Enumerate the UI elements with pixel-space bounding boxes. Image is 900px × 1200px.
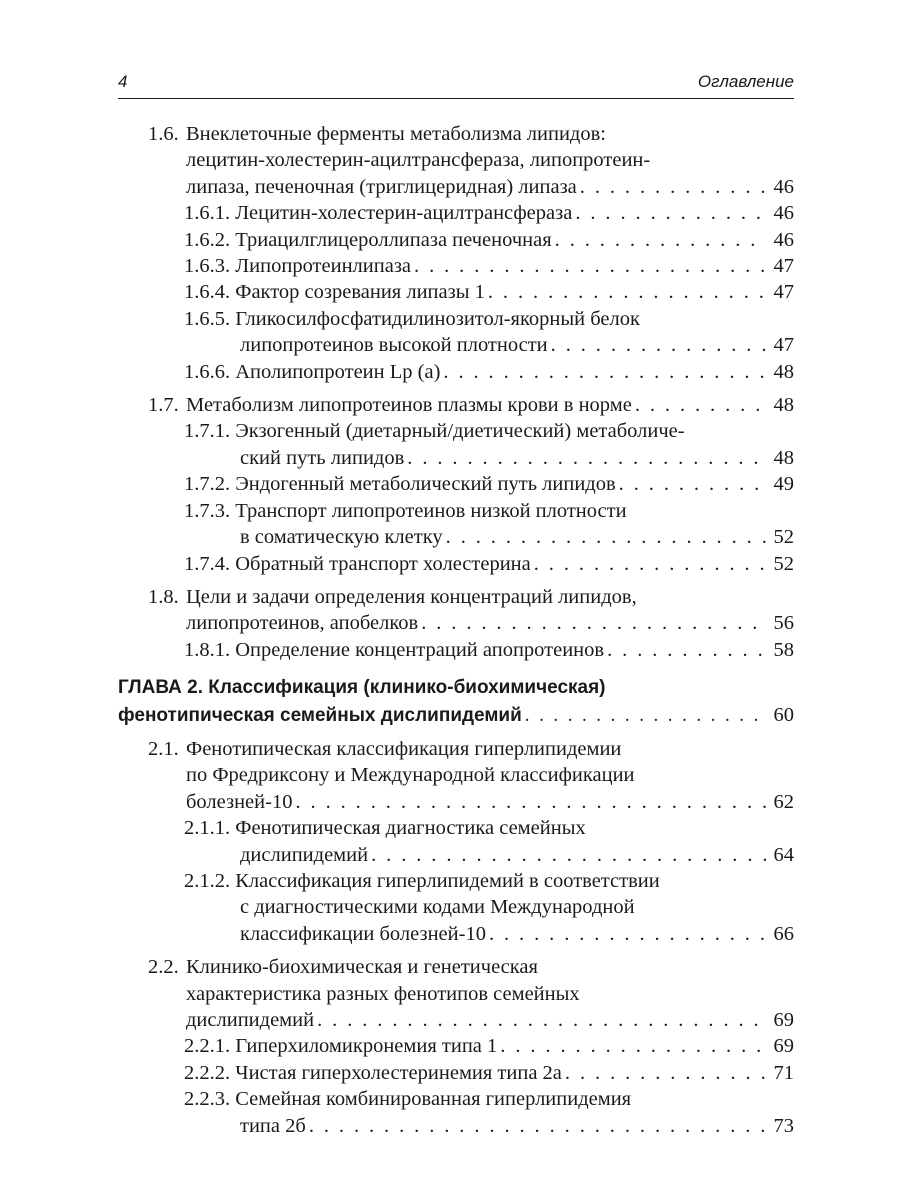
toc-entry	[184, 498, 794, 551]
toc-entry-line	[184, 359, 794, 385]
toc-page-number: 52	[773, 526, 794, 549]
dot-leader	[575, 200, 765, 226]
toc-entry-line	[186, 610, 794, 636]
toc-entry-line	[184, 524, 794, 550]
toc-entry-number: 2.1.	[148, 737, 179, 760]
toc-entry-line	[186, 736, 794, 762]
toc-entry-text: Аполипопротеин Lp (a)	[235, 360, 441, 383]
toc-entry-text: Обратный транспорт холестерина	[235, 552, 531, 575]
toc-page-number: 46	[773, 175, 794, 198]
toc-entry-line	[184, 1113, 794, 1139]
toc-entry-text: ский путь липидов	[240, 446, 405, 469]
toc-entry-line	[184, 551, 794, 577]
dot-leader	[317, 1007, 765, 1033]
toc-entry-number: 1.7.2.	[184, 473, 231, 496]
toc-page-number: 64	[773, 843, 794, 866]
toc-page-number: 52	[773, 552, 794, 575]
toc-page-number: 47	[773, 255, 794, 278]
toc-entry-text: Фенотипическая классификация гиперлипидемии	[186, 737, 622, 760]
dot-leader	[446, 524, 766, 550]
toc-entry-number: 2.1.2.	[184, 869, 231, 892]
toc-entry-number: 1.6.3.	[184, 255, 231, 278]
toc-entry	[184, 551, 794, 577]
toc-entry-number: 1.7.3.	[184, 499, 231, 522]
toc-entry-line	[184, 332, 794, 358]
toc-entry-line	[184, 1060, 794, 1086]
toc-chapter-entry	[118, 675, 794, 729]
toc-entry-line	[184, 471, 794, 497]
toc-entry-text: классификации болезней-10	[240, 922, 486, 945]
toc-page-number: 62	[773, 790, 794, 813]
toc-entry-text: Фактор созревания липазы 1	[235, 281, 485, 304]
toc-entry-text: Внеклеточные ферменты метаболизма липидов:	[186, 123, 606, 145]
toc-entry-number: 1.7.1.	[184, 420, 231, 443]
toc-entry-line	[184, 445, 794, 471]
toc-entry-line	[186, 1007, 794, 1033]
toc-page-number: 69	[773, 1009, 794, 1031]
toc-page-number: 46	[773, 202, 794, 225]
table-of-contents	[0, 121, 900, 1139]
toc-entry-text: Чистая гиперхолестеринемия типа 2а	[235, 1061, 562, 1084]
toc-entry-number: 2.2.2.	[184, 1061, 231, 1084]
toc-entry-number: 2.1.1.	[184, 817, 231, 840]
toc-page-number: 49	[773, 473, 794, 496]
toc-entry	[184, 1060, 794, 1086]
toc-entry-line	[184, 279, 794, 305]
dot-leader	[555, 227, 766, 253]
toc-entry-number: 1.6.4.	[184, 281, 231, 304]
toc-entry-line	[186, 584, 794, 610]
toc-entry	[148, 736, 794, 815]
toc-page-number: 47	[773, 334, 794, 357]
dot-leader	[421, 610, 765, 636]
toc-entry-text: Цели и задачи определения концентраций липидов,	[186, 585, 637, 608]
toc-page-number: 48	[773, 360, 794, 383]
dot-leader	[489, 921, 766, 947]
dot-leader	[443, 359, 765, 385]
toc-entry-text: Метаболизм липопротеинов плазмы крови в норме	[186, 394, 632, 417]
toc-entry-line	[118, 675, 794, 701]
toc-entry	[148, 121, 794, 200]
toc-page-number: 48	[773, 394, 794, 417]
toc-entry-line	[184, 921, 794, 947]
toc-entry-line	[186, 954, 794, 980]
toc-entry-text: Гиперхиломикронемия типа 1	[235, 1035, 498, 1058]
toc-entry	[184, 253, 794, 279]
dot-leader	[534, 551, 766, 577]
toc-entry-text: липаза, печеночная (триглицеридная) липаза	[186, 175, 577, 198]
dot-leader	[619, 471, 766, 497]
toc-entry-line	[186, 981, 794, 1007]
section-title: Оглавление	[697, 72, 794, 91]
toc-entry	[184, 637, 794, 663]
toc-entry-text: дислипидемий	[186, 1009, 315, 1031]
toc-entry-text: Лецитин-холестерин-ацилтрансфераза	[235, 202, 573, 225]
toc-entry	[184, 418, 794, 471]
toc-entry-text: липопротеинов, апобелков	[186, 612, 419, 635]
dot-leader	[525, 703, 766, 729]
toc-entry-number: 1.8.1.	[184, 638, 231, 661]
toc-entry	[184, 227, 794, 253]
toc-entry	[184, 306, 794, 359]
toc-entry-line	[184, 418, 794, 444]
toc-entry-line	[184, 200, 794, 226]
toc-entry-line	[184, 815, 794, 841]
toc-entry-text: Липопротеинлипаза	[235, 255, 412, 278]
dot-leader	[551, 332, 766, 358]
toc-page-number: 58	[773, 638, 794, 661]
toc-entry	[148, 954, 794, 1033]
toc-entry	[184, 359, 794, 385]
toc-entry-line	[184, 868, 794, 894]
toc-entry-text: по Фредриксону и Международной классификации	[186, 764, 635, 787]
dot-leader	[295, 789, 765, 815]
toc-entry-text: ГЛАВА 2. Классификация (клинико-биохимическая)	[118, 677, 606, 699]
toc-entry-line	[184, 306, 794, 332]
toc-page-number: 48	[773, 446, 794, 469]
toc-entry-line	[184, 637, 794, 663]
toc-entry-text: фенотипическая семейных дислипидемий	[118, 704, 522, 726]
toc-entry-number: 1.6.6.	[184, 360, 231, 383]
dot-leader	[414, 253, 765, 279]
dot-leader	[407, 445, 765, 471]
dot-leader	[607, 637, 765, 663]
toc-entry	[184, 279, 794, 305]
running-header	[118, 72, 794, 96]
toc-entry-line	[184, 253, 794, 279]
toc-entry-text: Определение концентраций апопротеинов	[235, 638, 605, 661]
toc-entry-line	[184, 894, 794, 920]
toc-entry-line	[184, 1033, 794, 1059]
toc-entry-line	[184, 1086, 794, 1112]
toc-page-number: 46	[773, 228, 794, 251]
dot-leader	[635, 392, 766, 418]
toc-entry-text: Семейная комбинированная гиперлипидемия	[235, 1088, 632, 1111]
toc-entry-text: Транспорт липопротеинов низкой плотности	[235, 499, 627, 522]
toc-entry-line	[186, 762, 794, 788]
toc-entry	[184, 868, 794, 947]
dot-leader	[371, 842, 765, 868]
toc-entry-line	[184, 227, 794, 253]
toc-page-number: 56	[773, 612, 794, 635]
toc-entry-line	[118, 702, 794, 729]
toc-entry-line	[186, 392, 794, 418]
toc-entry-text: Клинико-биохимическая и генетическая	[186, 956, 538, 979]
toc-entry-text: Триацилглицероллипаза печеночная	[235, 228, 552, 251]
toc-entry-text: Фенотипическая диагностика семейных	[235, 817, 586, 840]
toc-entry-line	[186, 121, 794, 147]
toc-entry-line	[184, 842, 794, 868]
toc-entry-text: Классификация гиперлипидемий в соответствии	[235, 869, 660, 892]
dot-leader	[565, 1060, 766, 1086]
toc-entry-number: 1.7.	[148, 394, 179, 417]
toc-page-number: 66	[773, 922, 794, 945]
toc-entry	[184, 1086, 794, 1139]
toc-entry	[184, 471, 794, 497]
toc-entry-text: с диагностическими кодами Международной	[240, 896, 635, 919]
toc-page-number: 60	[773, 703, 794, 726]
toc-entry	[148, 392, 794, 418]
toc-entry-number: 1.8.	[148, 585, 179, 608]
dot-leader	[309, 1113, 766, 1139]
toc-entry-number: 1.6.5.	[184, 307, 231, 330]
toc-entry-number: 2.2.3.	[184, 1088, 231, 1111]
toc-entry-line	[186, 147, 794, 173]
toc-entry-line	[184, 498, 794, 524]
toc-entry-text: в соматическую клетку	[240, 526, 443, 549]
toc-entry-number: 2.2.1.	[184, 1035, 231, 1058]
header-rule	[118, 98, 794, 99]
toc-entry-line	[186, 789, 794, 815]
toc-entry	[184, 815, 794, 868]
toc-entry-line	[186, 174, 794, 200]
toc-entry-text: Эндогенный метаболический путь липидов	[235, 473, 616, 496]
toc-entry-text: дислипидемий	[240, 843, 369, 866]
toc-entry	[184, 1033, 794, 1059]
toc-entry-text: Гликосилфосфатидилинозитол-якорный белок	[235, 307, 640, 330]
toc-entry	[184, 200, 794, 226]
toc-entry	[148, 584, 794, 637]
toc-entry-text: Экзогенный (диетарный/диетический) метаболиче-	[235, 420, 685, 443]
toc-entry-text: характеристика разных фенотипов семейных	[186, 982, 580, 1005]
toc-entry-text: липопротеинов высокой плотности	[240, 334, 548, 357]
toc-entry-text: болезней-10	[186, 790, 293, 813]
dot-leader	[580, 174, 766, 200]
toc-page-number: 71	[773, 1061, 794, 1084]
toc-entry-number: 1.6.1.	[184, 202, 231, 225]
toc-entry-text: лецитин-холестерин-ацилтрансфераза, липопротеин-	[186, 149, 651, 172]
page-number: 4	[118, 72, 128, 91]
toc-entry-text: типа 2б	[240, 1114, 306, 1137]
toc-entry-number: 1.7.4.	[184, 552, 231, 575]
dot-leader	[500, 1033, 765, 1059]
toc-entry-number: 1.6.	[148, 123, 179, 145]
toc-page-number: 73	[773, 1114, 794, 1137]
dot-leader	[488, 279, 766, 305]
toc-page-number: 69	[773, 1035, 794, 1058]
toc-entry-number: 2.2.	[148, 956, 179, 979]
toc-entry-number: 1.6.2.	[184, 228, 231, 251]
toc-page-number: 47	[773, 281, 794, 304]
